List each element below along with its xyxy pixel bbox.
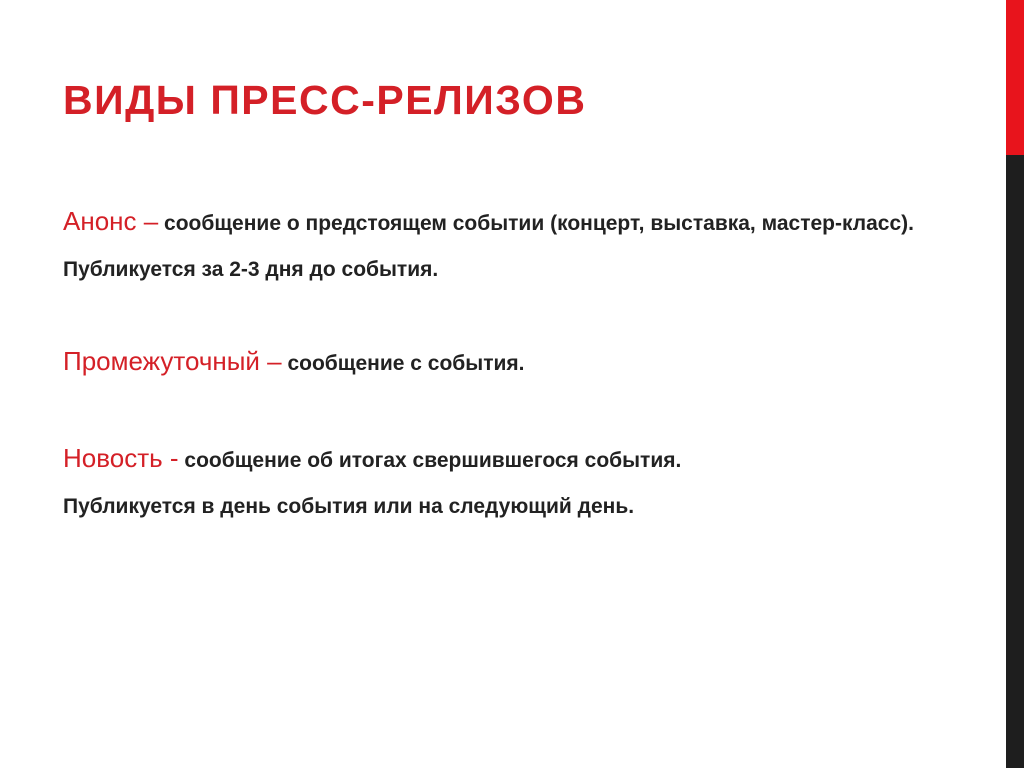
item-anons — [63, 203, 943, 242]
item-intermediate — [63, 343, 943, 382]
definition-intermediate: сообщение с события. — [281, 352, 525, 375]
term-news: Новость - — [63, 443, 179, 473]
note-anons: Публикуется за 2-3 дня до события. — [63, 258, 439, 281]
note-news: Публикуется в день события или на следующий день. — [63, 495, 635, 518]
side-accent-bar-red — [1006, 0, 1024, 155]
slide-title: ВИДЫ ПРЕСС-РЕЛИЗОВ — [63, 77, 587, 123]
item-news — [63, 440, 943, 479]
slide-content — [63, 203, 943, 525]
definition-anons: сообщение о предстоящем событии (концерт, выставка, мастер-класс). — [158, 212, 914, 235]
side-accent-bar-dark — [1006, 155, 1024, 768]
term-intermediate: Промежуточный – — [63, 346, 282, 376]
term-anons: Анонс – — [63, 206, 159, 236]
definition-news: сообщение об итогах свершившегося события. — [178, 449, 682, 472]
